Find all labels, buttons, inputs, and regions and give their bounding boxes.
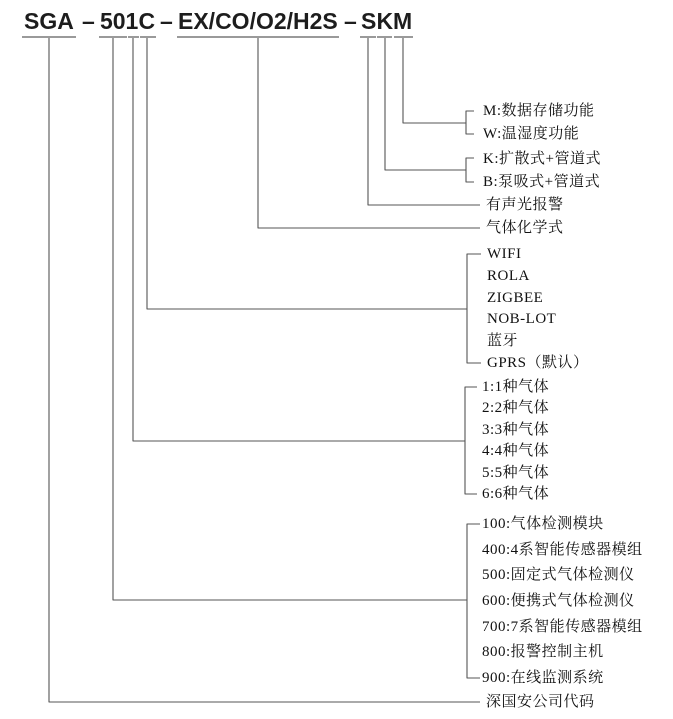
model-code-comm: C — [138, 8, 156, 34]
label-series-400: 400:4系智能传感器模组 — [482, 542, 643, 558]
label-gas-count-3: 3:3种气体 — [482, 422, 550, 438]
label-storage-w: W:温湿度功能 — [483, 126, 580, 142]
model-code-sampling: K — [376, 8, 394, 34]
line-gas-formula — [258, 38, 480, 228]
label-alarm: 有声光报警 — [486, 197, 564, 213]
label-gas-count-2: 2:2种气体 — [482, 400, 550, 416]
label-gas-count-6: 6:6种气体 — [482, 486, 550, 502]
model-code-storage: M — [393, 8, 413, 34]
label-sampling-k: K:扩散式+管道式 — [483, 151, 601, 167]
model-code-dash-2: – — [160, 8, 173, 34]
line-sampling — [385, 38, 466, 170]
label-sampling-b: B:泵吸式+管道式 — [483, 174, 601, 190]
model-code-series: 50 — [100, 8, 126, 34]
label-comm-bluetooth: 蓝牙 — [487, 333, 519, 349]
label-gas-count-1: 1:1种气体 — [482, 379, 550, 395]
line-company — [49, 38, 480, 702]
label-comm-noblot: NOB-LOT — [487, 311, 557, 327]
label-series-600: 600:便携式气体检测仪 — [482, 593, 635, 609]
label-gas-formula: 气体化学式 — [486, 220, 564, 236]
line-storage — [403, 38, 466, 123]
bracket-sampling — [466, 158, 474, 182]
label-comm-wifi: WIFI — [487, 246, 522, 262]
label-storage-m: M:数据存储功能 — [483, 103, 595, 119]
label-series-100: 100:气体检测模块 — [482, 516, 604, 532]
model-code-alarm: S — [361, 8, 377, 34]
model-code-dash-3: – — [344, 8, 357, 34]
line-gas-count — [133, 38, 465, 441]
bracket-series — [467, 524, 480, 678]
model-code-company: SGA — [24, 8, 74, 34]
bracket-storage — [466, 111, 474, 134]
label-company-code: 深国安公司代码 — [486, 694, 595, 710]
model-code-gas-count: 1 — [125, 8, 139, 34]
label-series-500: 500:固定式气体检测仪 — [482, 567, 635, 583]
bracket-comm — [467, 254, 481, 363]
label-gas-count-5: 5:5种气体 — [482, 465, 550, 481]
model-code-gases: EX/CO/O2/H2S — [178, 8, 338, 34]
label-comm-zigbee: ZIGBEE — [487, 290, 544, 306]
label-comm-gprs: GPRS（默认） — [487, 355, 589, 371]
bracket-gas-count — [465, 387, 477, 494]
label-series-900: 900:在线监测系统 — [482, 670, 604, 686]
label-gas-count-4: 4:4种气体 — [482, 443, 550, 459]
line-comm — [147, 38, 467, 309]
label-series-800: 800:报警控制主机 — [482, 644, 604, 660]
model-code-dash-1: – — [82, 8, 95, 34]
label-series-700: 700:7系智能传感器模组 — [482, 619, 643, 635]
line-series — [113, 38, 467, 600]
label-comm-rola: ROLA — [487, 268, 530, 284]
